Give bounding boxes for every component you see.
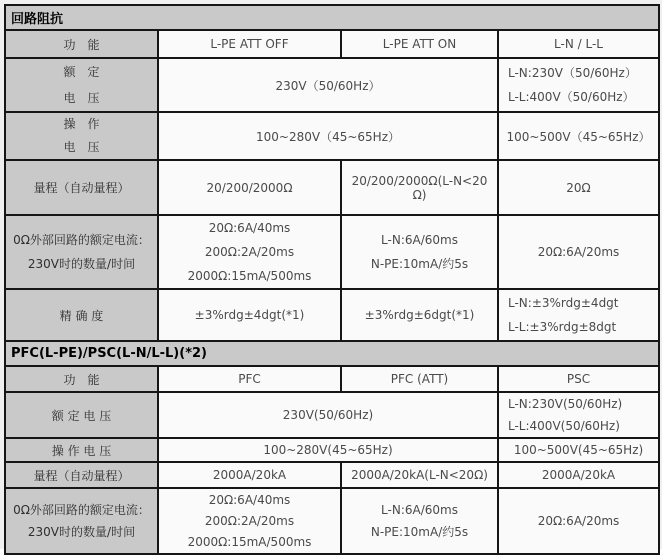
cell-rated-voltage-lnll <box>498 58 659 112</box>
value-line: L-L:400V（50/60Hz） <box>508 90 635 104</box>
table-row <box>5 30 659 58</box>
cell-func-lpe-att-on: L-PE ATT ON <box>341 30 498 58</box>
row-header-function: 功 能 <box>5 30 158 58</box>
table-row <box>5 438 659 462</box>
value-line: L-L:400V(50/60Hz) <box>508 419 620 433</box>
cell-range-pfc-att: 2000A/20kA(L-N<20Ω) <box>341 462 498 488</box>
label-line: 0Ω外部回路的额定电流： <box>13 503 150 517</box>
value-line: 2000Ω:15mA/500ms <box>187 534 312 549</box>
table-row <box>5 112 659 160</box>
section-title-loop-impedance: 回路阻抗 <box>5 5 659 30</box>
table-row <box>5 392 659 438</box>
label-line: 0Ω外部回路的额定电流： <box>13 233 150 247</box>
label-line: 230V时的数量/时间 <box>27 257 136 271</box>
cell-current-pfc <box>158 488 341 554</box>
cell-current-pfc-att <box>341 488 498 554</box>
cell-operating-voltage-merged-2: 100~280V(45~65Hz) <box>158 438 498 462</box>
cell-func-lpe-att-off: L-PE ATT OFF <box>158 30 341 58</box>
label-line: 额 定 <box>63 65 100 79</box>
cell-accuracy-ln-ll <box>498 289 659 341</box>
row-header-rated-current <box>5 215 158 289</box>
table-row <box>5 462 659 488</box>
label-line: 230V时的数量/时间 <box>27 525 136 539</box>
table-row <box>5 488 659 554</box>
value-line: 200Ω:2A/20ms <box>204 513 295 528</box>
value-line: L-N:6A/60ms <box>381 233 458 247</box>
cell-range-pfc: 2000A/20kA <box>158 462 341 488</box>
row-header-function-2: 功 能 <box>5 366 158 392</box>
cell-func-pfc: PFC <box>158 366 341 392</box>
cell-current-att-off <box>158 215 341 289</box>
cell-operating-voltage-merged: 100~280V（45~65Hz） <box>158 112 498 160</box>
row-header-operating-voltage-2: 操 作 电 压 <box>5 438 158 462</box>
cell-accuracy-att-off: ±3%rdg±4dgt(*1) <box>158 289 341 341</box>
table-row <box>5 160 659 215</box>
value-line: L-L:±3%rdg±8dgt <box>508 320 617 334</box>
table-row <box>5 215 659 289</box>
cell-rated-voltage-psc <box>498 392 659 438</box>
value-line: L-N:6A/60ms <box>381 503 458 517</box>
cell-range-ln-ll: 20Ω <box>498 160 659 215</box>
value-line: N-PE:10mA/约5s <box>370 257 469 271</box>
label-line: 电 压 <box>63 91 100 105</box>
cell-current-att-on <box>341 215 498 289</box>
row-header-rated-voltage <box>5 58 158 112</box>
value-line: 2000Ω:15mA/500ms <box>187 269 312 283</box>
cell-current-ln-ll: 20Ω:6A/20ms <box>498 215 659 289</box>
cell-func-psc: PSC <box>498 366 659 392</box>
row-header-range-2: 量程（自动量程） <box>5 462 158 488</box>
row-header-rated-voltage-2: 额 定 电 压 <box>5 392 158 438</box>
table-row <box>5 58 659 112</box>
cell-operating-voltage-lnll: 100~500V（45~65Hz） <box>498 112 659 160</box>
cell-range-att-on: 20/200/2000Ω(L-N<20Ω) <box>341 160 498 215</box>
row-header-rated-current-2 <box>5 488 158 554</box>
label-line: 电 压 <box>63 140 100 154</box>
section-title-pfc-psc: PFC(L-PE)/PSC(L-N/L-L)(*2) <box>5 341 659 366</box>
cell-range-psc: 2000A/20kA <box>498 462 659 488</box>
cell-rated-voltage-merged-2: 230V(50/60Hz) <box>158 392 498 438</box>
cell-range-att-off: 20/200/2000Ω <box>158 160 341 215</box>
row-header-accuracy: 精 确 度 <box>5 289 158 341</box>
value-line: 200Ω:2A/20ms <box>204 245 295 259</box>
table-row <box>5 289 659 341</box>
value-line: L-N:230V(50/60Hz) <box>508 397 623 411</box>
cell-func-pfc-att: PFC (ATT) <box>341 366 498 392</box>
value-line: L-N:±3%rdg±4dgt <box>508 296 619 310</box>
value-line: 20Ω:6A/40ms <box>208 221 291 235</box>
value-line: L-N:230V（50/60Hz） <box>508 66 637 80</box>
row-header-range: 量程（自动量程） <box>5 160 158 215</box>
cell-rated-voltage-merged: 230V（50/60Hz） <box>158 58 498 112</box>
cell-accuracy-att-on: ±3%rdg±6dgt(*1) <box>341 289 498 341</box>
cell-operating-voltage-psc: 100~500V(45~65Hz) <box>498 438 659 462</box>
value-line: 20Ω:6A/40ms <box>208 492 291 507</box>
row-header-operating-voltage <box>5 112 158 160</box>
cell-current-psc: 20Ω:6A/20ms <box>498 488 659 554</box>
measurement-spec-table <box>4 4 660 555</box>
value-line: N-PE:10mA/约5s <box>370 525 469 539</box>
table-row <box>5 366 659 392</box>
cell-func-ln-ll: L-N / L-L <box>498 30 659 58</box>
label-line: 操 作 <box>63 117 100 131</box>
